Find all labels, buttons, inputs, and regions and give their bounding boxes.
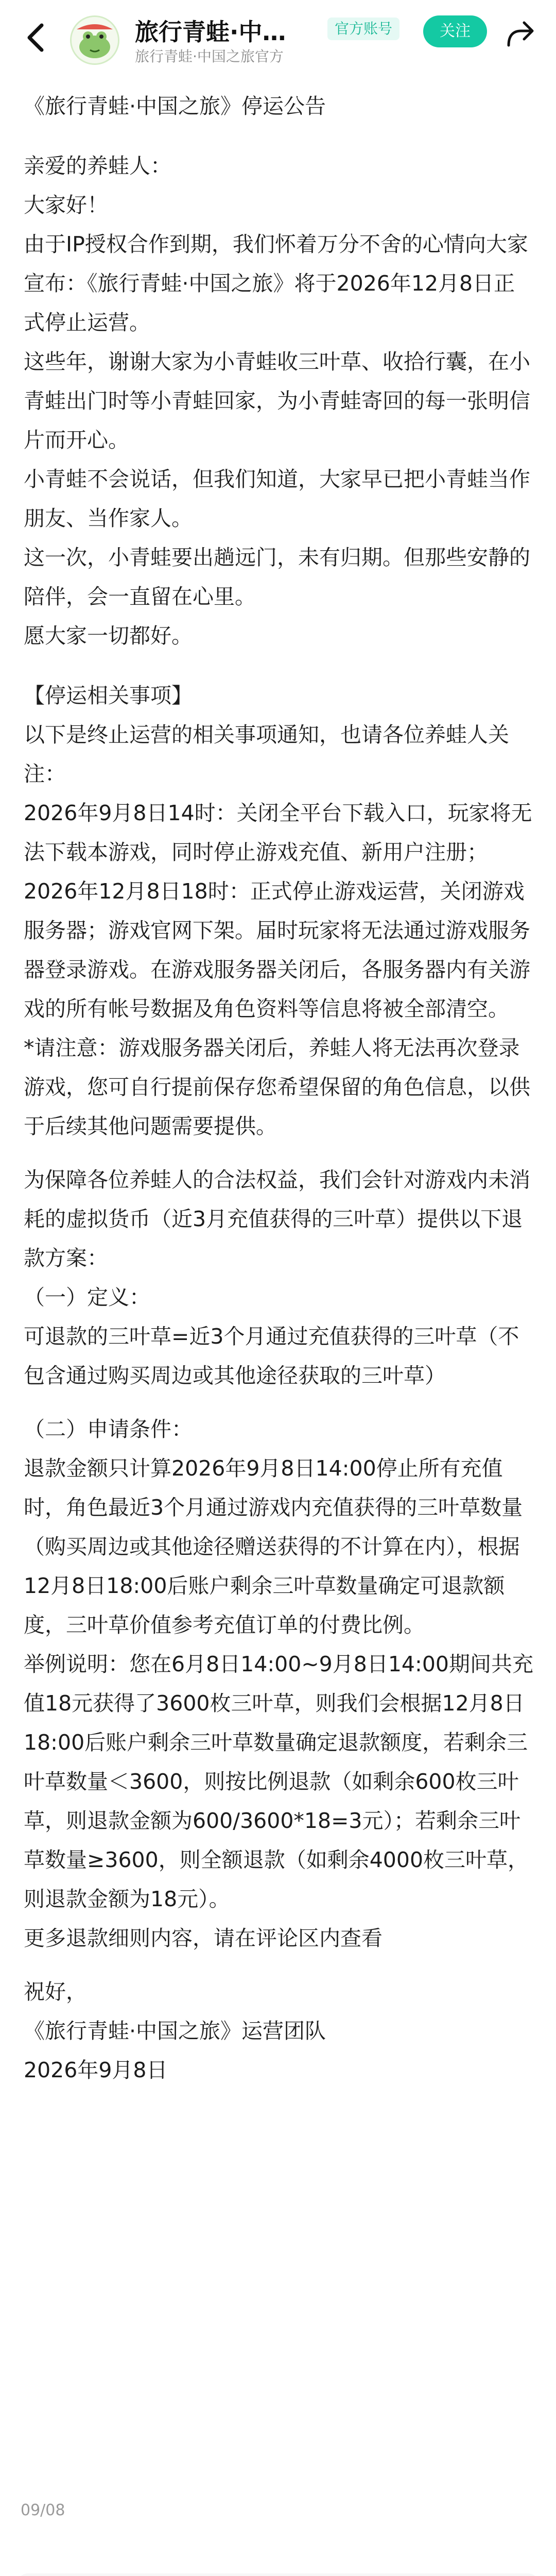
page-title: 旅行青蛙·中… [135,18,286,46]
game-card[interactable] [18,2573,538,2576]
official-badge: 官方账号 [327,18,399,40]
post-paragraph: *请注意：游戏服务器关闭后，养蛙人将无法再次登录游戏，您可自行提前保存您希望保留的角色信息，以供于后续其他问题需要提供。 [24,1036,530,1139]
account-subtitle: 旅行青蛙·中国之旅官方 [135,48,284,65]
post-paragraph: （二）申请条件： [24,1417,193,1442]
post-paragraph: 以下是终止运营的相关事项通知，也请各位养蛙人关注： [24,722,509,786]
post-date: 09/08 [21,2501,65,2519]
post-paragraph: 退款金额只计算2026年9月8日14:00停止所有充值时，角色最近3个月通过游戏内充值获得的三叶草数量（购买周边或其他途径赠送获得的不计算在内），根据12月8日18:00后账户剩余三叶草数量确定可退款额度，三叶草价值参考充值订单的付费比例。 [24,1456,523,1637]
post-paragraph: （一）定义： [24,1285,150,1310]
post-paragraph: 《旅行青蛙·中国之旅》运营团队 [24,2019,326,2043]
post-paragraph: 2026年12月8日18时：正式停止游戏运营，关闭游戏服务器；游戏官网下架。届时玩家将无法通过游戏服务器登录游戏。在游戏服务器关闭后，各服务器内有关游戏的所有帐号数据及角色资料等信息将被全部清空。 [24,879,530,1021]
post-body [24,77,533,2090]
post-paragraph: 大家好！ [24,193,108,217]
top-bar [0,0,556,77]
post-paragraph: 小青蛙不会说话，但我们知道，大家早已把小青蛙当作朋友、当作家人。 [24,467,530,531]
share-icon [503,18,536,50]
post-paragraph: 祝好， [24,1979,87,2004]
post-paragraph: 愿大家一切都好。 [24,623,193,648]
post-paragraph: 为保障各位养蛙人的合法权益，我们会针对游戏内未消耗的虚拟货币（近3月充值获得的三叶草）提供以下退款方案： [24,1167,530,1270]
avatar[interactable] [70,15,119,65]
post-paragraph: 举例说明：您在6月8日14:00~9月8日14:00期间共充值18元获得了3600枚三叶草，则我们会根据12月8日18:00后账户剩余三叶草数量确定退款额度，若剩余三叶草数量＜3600，则按比例退款（如剩余600枚三叶草，则退款金额为600/3600*18=3元）；若剩余三叶草数量≥3600，则全额退款（如剩余4000枚三叶草，则退款金额为18元）。 [24,1652,534,1911]
post-paragraph: 2026年9月8日 [24,2058,168,2082]
post-paragraph: 更多退款细则内容，请在评论区内查看 [24,1926,383,1951]
post-heading: 《旅行青蛙·中国之旅》停运公告 [24,94,326,118]
post-paragraph: 这些年，谢谢大家为小青蛙收三叶草、收拾行囊，在小青蛙出门时等小青蛙回家，为小青蛙寄回的每一张明信片而开心。 [24,349,530,452]
post-paragraph: 可退款的三叶草=近3个月通过充值获得的三叶草（不包含通过购买周边或其他途径获取的三叶草） [24,1324,519,1388]
back-button[interactable] [18,20,54,56]
bottom-bar [0,2563,556,2576]
frog-avatar-icon [72,17,118,63]
post-paragraph: 亲爱的养蛙人： [24,154,171,178]
section-heading: 【停运相关事项】 [24,683,193,708]
chevron-left-icon [24,22,47,53]
follow-button[interactable]: 关注 [423,15,487,47]
post-paragraph: 2026年9月8日14时：关闭全平台下载入口，玩家将无法下载本游戏，同时停止游戏充值、新用户注册； [24,801,532,865]
post-paragraph: 这一次，小青蛙要出趟远门，未有归期。但那些安静的陪伴，会一直留在心里。 [24,545,530,609]
share-button[interactable] [503,18,536,50]
post-paragraph: 由于IP授权合作到期，我们怀着万分不舍的心情向大家宣布：《旅行青蛙·中国之旅》将于2026年12月8日正式停止运营。 [24,232,528,335]
